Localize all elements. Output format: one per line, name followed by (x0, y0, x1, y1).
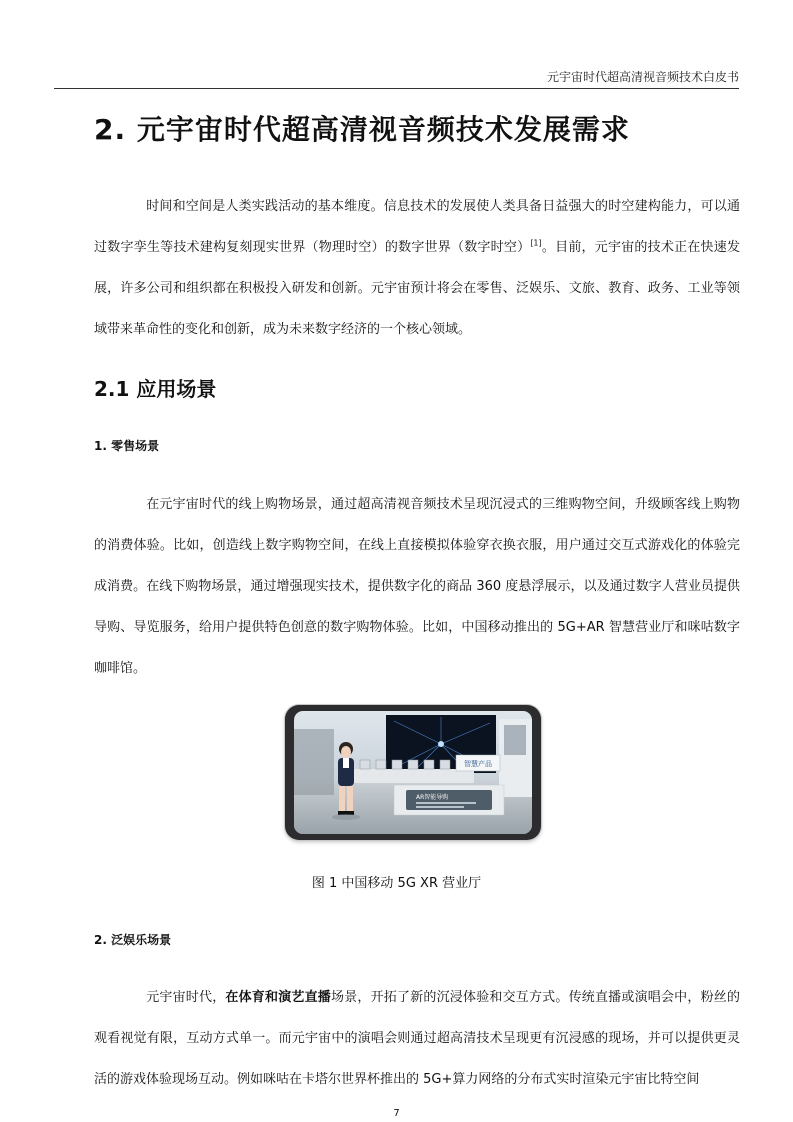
chapter-title: 2. 元宇宙时代超高清视音频技术发展需求 (94, 113, 630, 146)
running-header: 元宇宙时代超高清视音频技术白皮书 (546, 70, 739, 84)
screen-sign-text: AR智能导购 (416, 794, 449, 801)
retail-heading: 1. 零售场景 (94, 439, 160, 453)
entertainment-heading: 2. 泛娱乐场景 (94, 933, 172, 947)
entertainment-bold-text: 在体育和演艺直播 (225, 990, 331, 1005)
entertainment-text-2: 场景，开拓了新的沉浸体验和交互方式。传统直播或演唱会中，粉丝的观看视觉有限，互动方式单一。而元宇宙中的演唱会则通过超高清技术呈现更有沉浸感的现场，并可以提供更灵活的游戏体验现场互动。例如咪咕在卡塔尔世界杯推出的 5G+算力网络的分布式实时渲染元宇宙比特空间 (94, 990, 740, 1087)
screen-banner-text: 智慧产品 (464, 760, 492, 768)
citation-ref[interactable]: [1] (530, 238, 542, 248)
figure-phone-image (285, 705, 541, 840)
page-number: 7 (393, 1108, 400, 1119)
entertainment-text-1: 元宇宙时代， (146, 990, 226, 1005)
header-divider (54, 88, 739, 89)
intro-text-2: 。目前，元宇宙的技术正在快速发展，许多公司和组织都在积极投入研发和创新。元宇宙预计将会在零售、泛娱乐、文旅、教育、政务、工业等领域带来革命性的变化和创新，成为未来数字经济的一个核心领域。 (94, 240, 740, 337)
intro-paragraph (94, 186, 740, 350)
figure-caption: 图 1 中国移动 5G XR 营业厅 (311, 876, 482, 891)
retail-text: 在元宇宙时代的线上购物场景，通过超高清视音频技术呈现沉浸式的三维购物空间，升级顾客线上购物的消费体验。比如，创造线上数字购物空间，在线上直接模拟体验穿衣换衣服，用户通过交互式游戏化的体验完成消费。在线下购物场景，通过增强现实技术，提供数字化的商品 360 度悬浮展示，以及通过数字人营业员提供导购、导览服务，给用户提供特色创意的数字购物体验。比如，中国移动推出的 5G+AR 智慧营业厅和咪咕数字咖啡馆。 (94, 497, 740, 676)
retail-paragraph (94, 484, 740, 689)
phone-screen (294, 711, 532, 834)
intro-text-1: 时间和空间是人类实践活动的基本维度。信息技术的发展使人类具备日益强大的时空建构能力，可以通过数字孪生等技术建构复刻现实世界（物理时空）的数字世界（数字时空） (94, 199, 740, 255)
section-title: 2.1 应用场景 (94, 377, 217, 401)
entertainment-paragraph (94, 977, 740, 1100)
store-scene-illustration (294, 711, 532, 834)
